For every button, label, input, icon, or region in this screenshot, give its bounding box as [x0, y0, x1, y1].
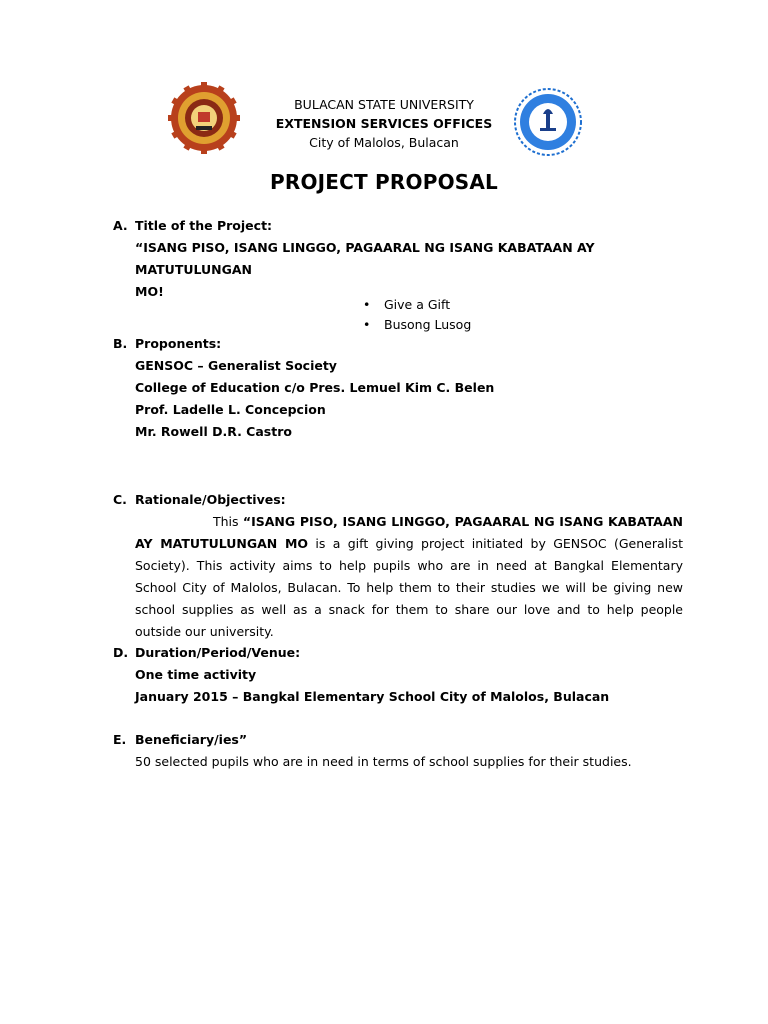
section-heading: Rationale/Objectives:	[135, 492, 286, 507]
college-seal-logo	[514, 88, 582, 156]
activity-list	[363, 295, 471, 335]
section-b	[113, 333, 683, 443]
university-seal-logo	[168, 82, 240, 154]
proponent-line: Mr. Rowell D.R. Castro	[135, 424, 292, 439]
proponent-line: College of Education c/o Pres. Lemuel Kim C. Belen	[135, 380, 495, 395]
proponent-line: GENSOC – Generalist Society	[135, 358, 337, 373]
section-letter: E.	[113, 732, 127, 747]
list-item-label: Give a Gift	[384, 297, 451, 312]
office-name: EXTENSION SERVICES OFFICES	[275, 116, 493, 131]
section-heading: Beneficiary/ies”	[135, 732, 248, 747]
list-item	[363, 315, 471, 335]
section-heading: Title of the Project:	[135, 218, 273, 233]
document-title: PROJECT PROPOSAL	[270, 170, 498, 194]
section-letter: A.	[113, 218, 128, 233]
project-title-line: MO!	[135, 284, 164, 299]
section-e	[113, 729, 683, 773]
proponent-line: Prof. Ladelle L. Concepcion	[135, 402, 326, 417]
section-c	[113, 489, 683, 643]
bullet-icon: •	[363, 317, 371, 332]
section-heading: Proponents:	[135, 336, 222, 351]
rationale-paragraph	[135, 511, 683, 643]
rationale-project-name: “ISANG PISO, ISANG LINGGO, PAGAARAL NG ISANG KABATAAN AY MATUTULUNGAN MO	[135, 514, 683, 551]
university-name: BULACAN STATE UNIVERSITY	[294, 97, 474, 112]
venue-line: January 2015 – Bangkal Elementary School City of Malolos, Bulacan	[135, 689, 610, 704]
section-a	[113, 215, 683, 303]
project-title-line: “ISANG PISO, ISANG LINGGO, PAGAARAL NG ISANG KABATAAN AY MATUTULUNGAN	[135, 240, 595, 277]
bullet-icon: •	[363, 297, 371, 312]
section-heading: Duration/Period/Venue:	[135, 645, 301, 660]
office-location: City of Malolos, Bulacan	[309, 135, 459, 150]
section-letter: B.	[113, 336, 128, 351]
letterhead	[240, 95, 528, 152]
section-letter: C.	[113, 492, 127, 507]
list-item-label: Busong Lusog	[384, 317, 472, 332]
list-item	[363, 295, 471, 315]
duration-line: One time activity	[135, 667, 257, 682]
section-letter: D.	[113, 645, 129, 660]
rationale-text: is a gift giving project initiated by GENSOC (Generalist Society). This activity aims to help pupils who are in need at Bangkal Elementary School City of Malolos, Bulacan. To help them to their studies we will be giving new school supplies as well as a snack for them to share our love and to help people outside our university.	[135, 536, 683, 639]
beneficiary-text: 50 selected pupils who are in need in terms of school supplies for their studies.	[135, 754, 632, 769]
rationale-lead: This	[213, 514, 243, 529]
section-d	[113, 642, 683, 708]
